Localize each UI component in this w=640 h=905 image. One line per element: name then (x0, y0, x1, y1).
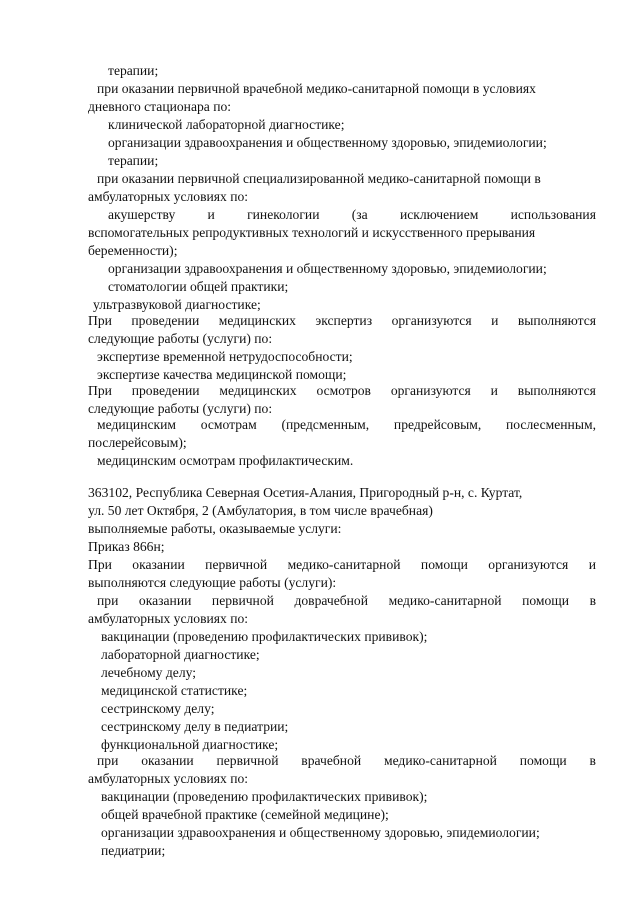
text-line: дневного стационара по: (88, 99, 232, 114)
text-line: Приказ 866н; (88, 539, 165, 554)
word: (предсменным, (281, 417, 370, 432)
text-line: сестринскому делу; (101, 701, 215, 716)
text-line: общей врачебной практике (семейной медицине); (101, 807, 389, 822)
text-line: организации здравоохранения и общественному здоровью, эпидемиологии; (108, 261, 547, 276)
text-line: вакцинации (проведению профилактических прививок); (101, 789, 428, 804)
text-line: функциональной диагностике; (101, 737, 279, 752)
text-line-justified (97, 752, 596, 769)
text-line: терапии; (108, 63, 159, 78)
text-line: 363102, Республика Северная Осетия-Алания, Пригородный р-н, с. Куртат, (88, 485, 523, 500)
text-line-justified (108, 206, 596, 223)
word: первичной (205, 557, 268, 572)
text-line: вспомогательных репродуктивных технологий и искусственного прерывания (88, 225, 536, 240)
word: первичной (211, 593, 274, 608)
text-line: экспертизе временной нетрудоспособности; (97, 349, 353, 364)
text-line: при оказании первичной специализированной медико-санитарной помощи в (97, 171, 541, 186)
word: и (490, 383, 498, 398)
word: при (97, 593, 119, 608)
text-line: экспертизе качества медицинской помощи; (97, 367, 347, 382)
word: медико-санитарной (383, 753, 497, 768)
word: послесменным, (506, 417, 596, 432)
text-line: сестринскому делу в педиатрии; (101, 719, 289, 734)
word: в (589, 753, 596, 768)
word: осмотров (316, 383, 371, 398)
word: экспертиз (315, 313, 373, 328)
text-line: амбулаторных условиях по: (88, 189, 249, 204)
word: выполняются (517, 313, 596, 328)
word: При (88, 313, 112, 328)
text-line: следующие работы (услуги) по: (88, 331, 273, 346)
word: организуются (488, 557, 569, 572)
word: и (207, 207, 215, 222)
text-line: клинической лабораторной диагностике; (108, 117, 345, 132)
word: доврачебной (294, 593, 369, 608)
text-line-justified (88, 556, 596, 573)
text-line: вакцинации (проведению профилактических прививок); (101, 629, 428, 644)
word: проведении (131, 313, 200, 328)
text-line: медицинской статистике; (101, 683, 248, 698)
text-line: лечебному делу; (101, 665, 197, 680)
text-line-justified (88, 312, 596, 329)
text-line: терапии; (108, 153, 159, 168)
text-line: при оказании первичной врачебной медико-санитарной помощи в условиях (97, 81, 536, 96)
word: оказании (132, 557, 185, 572)
text-line: послерейсовым); (88, 435, 187, 450)
word: врачебной (301, 753, 362, 768)
text-line: ул. 50 лет Октября, 2 (Амбулатория, в том числе врачебная) (88, 503, 433, 518)
word: организуются (391, 313, 472, 328)
word: медицинских (218, 313, 296, 328)
word: При (88, 383, 112, 398)
text-line-justified (88, 382, 596, 399)
text-line: медицинским осмотрам профилактическим. (97, 453, 354, 468)
text-line: беременности); (88, 243, 178, 258)
text-line: организации здравоохранения и общественному здоровью, эпидемиологии; (108, 135, 547, 150)
word: помощи (519, 753, 567, 768)
text-line: выполняемые работы, оказываемые услуги: (88, 521, 342, 536)
word: оказании (141, 753, 194, 768)
text-line: ультразвуковой диагностике; (93, 297, 261, 312)
text-line: лабораторной диагностике; (101, 647, 260, 662)
word: помощи (420, 557, 468, 572)
text-line: следующие работы (услуги) по: (88, 401, 273, 416)
text-line: амбулаторных условиях по: (88, 771, 249, 786)
word: организуются (390, 383, 471, 398)
word: первичной (216, 753, 279, 768)
word: выполняются (517, 383, 596, 398)
word: при (97, 753, 119, 768)
text-line: стоматологии общей практики; (108, 279, 289, 294)
text-line: педиатрии; (101, 843, 166, 858)
word: акушерству (108, 207, 176, 222)
word: в (589, 593, 596, 608)
word: медико-санитарной (388, 593, 502, 608)
text-line-justified (97, 416, 596, 433)
word: (за (351, 207, 368, 222)
word: медицинских (219, 383, 297, 398)
word: предрейсовым, (393, 417, 482, 432)
word: использования (510, 207, 596, 222)
word: и (491, 313, 499, 328)
text-line: выполняются следующие работы (услуги): (88, 575, 337, 590)
text-line: амбулаторных условиях по: (88, 611, 249, 626)
word: оказании (138, 593, 192, 608)
word: помощи (522, 593, 570, 608)
word: и (588, 557, 596, 572)
word: осмотрам (200, 417, 257, 432)
text-line: организации здравоохранения и общественному здоровью, эпидемиологии; (101, 825, 540, 840)
word: проведении (131, 383, 200, 398)
word: гинекологии (247, 207, 320, 222)
word: При (88, 557, 112, 572)
word: исключением (399, 207, 479, 222)
text-line-justified (97, 592, 596, 609)
word: медицинским (97, 417, 176, 432)
word: медико-санитарной (287, 557, 401, 572)
